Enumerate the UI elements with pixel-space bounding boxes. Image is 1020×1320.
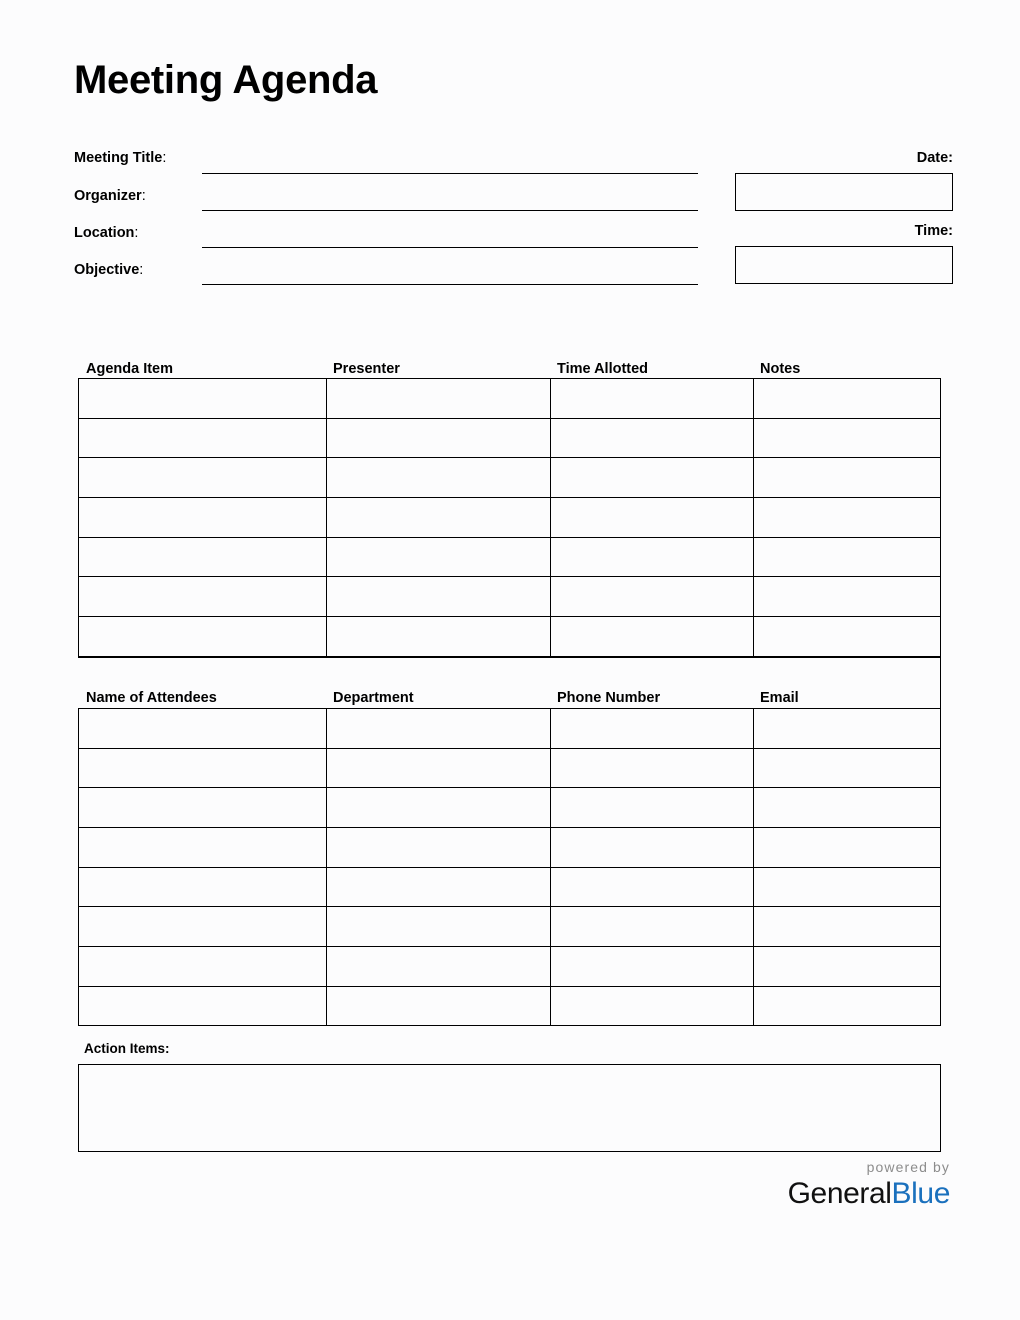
attendees-header-name: Name of Attendees <box>86 689 217 706</box>
table-row[interactable] <box>79 907 940 947</box>
meeting-title-label: Meeting Title: <box>74 150 167 166</box>
agenda-header-time-allotted: Time Allotted <box>557 361 649 377</box>
action-items-label: Action Items: <box>84 1041 170 1056</box>
tables-container <box>78 352 941 1026</box>
organizer-label: Organizer: <box>74 188 146 204</box>
agenda-table-header <box>78 352 941 378</box>
page-title: Meeting Agenda <box>74 58 378 102</box>
generalblue-logo <box>788 1179 950 1209</box>
agenda-header-agenda-item: Agenda Item <box>86 361 174 377</box>
time-label: Time: <box>914 223 953 239</box>
agenda-header-presenter: Presenter <box>333 361 400 377</box>
attendees-header-email: Email <box>760 689 799 706</box>
attendees-table-header <box>78 657 941 708</box>
table-row[interactable] <box>79 538 940 578</box>
date-label: Date: <box>916 150 953 166</box>
attendees-header-department: Department <box>333 689 414 706</box>
table-row[interactable] <box>79 987 940 1026</box>
brand-blue-text: Blue <box>891 1177 950 1210</box>
meeting-title-input[interactable] <box>202 173 698 174</box>
organizer-input[interactable] <box>202 210 698 211</box>
band-right-edge <box>940 658 941 710</box>
agenda-table-body <box>78 378 941 657</box>
date-input[interactable] <box>735 173 953 211</box>
table-row[interactable] <box>79 617 940 656</box>
time-input[interactable] <box>735 246 953 284</box>
footer-logo <box>788 1160 950 1209</box>
table-row[interactable] <box>79 788 940 828</box>
table-row[interactable] <box>79 828 940 868</box>
table-row[interactable] <box>79 379 940 419</box>
table-row[interactable] <box>79 709 940 749</box>
location-input[interactable] <box>202 247 698 248</box>
location-label: Location: <box>74 225 139 241</box>
table-row[interactable] <box>79 868 940 908</box>
table-row[interactable] <box>79 947 940 987</box>
meeting-details-form <box>74 144 954 294</box>
agenda-header-notes: Notes <box>760 361 801 377</box>
objective-input[interactable] <box>202 284 698 285</box>
action-items-input[interactable] <box>78 1064 941 1152</box>
table-row[interactable] <box>79 419 940 459</box>
table-row[interactable] <box>79 458 940 498</box>
brand-general-text: General <box>787 1177 892 1210</box>
table-row[interactable] <box>79 577 940 617</box>
powered-by-text: powered by <box>866 1159 950 1175</box>
objective-label: Objective: <box>74 262 144 278</box>
table-row[interactable] <box>79 498 940 538</box>
attendees-table-body <box>78 708 941 1027</box>
attendees-header-phone: Phone Number <box>557 689 661 706</box>
table-row[interactable] <box>79 749 940 789</box>
